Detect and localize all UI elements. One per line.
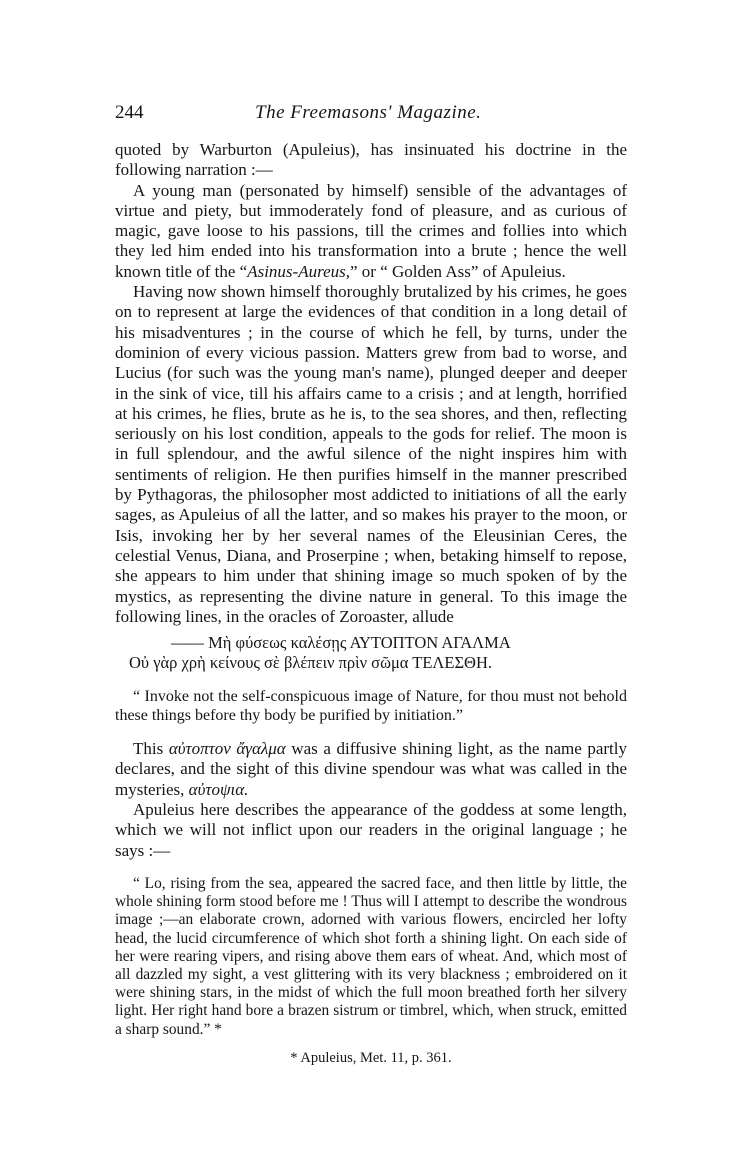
- paragraph-lucius: Having now shown himself thoroughly brutalized by his crimes, he goes on to represent at large the evidences of that condition in a long detail of his misadventures ; in the course of which he fell, by turns, under the dominion of every vicious passion. Matters grew from bad to worse, and Lucius (for such was the young man's name), plunged deeper and deeper in the sink of vice, till his affairs came to a crisis ; and at length, horrified at his crimes, he flies, brute as he is, to the sea shores, and then, reflecting seriously on his lost condition, appeals to the gods for relief. The moon is in full splendour, and the awful silence of the night inspires him with sentiments of religion. He then purifies himself in the manner prescribed by Pythagoras, the philosopher most addicted to initiations of all the early sages, as Apuleius of all the latter, and so makes his prayer to the moon, or Isis, invoking her by her several names of the Eleusinian Ceres, the celestial Venus, Diana, and Proserpine ; when, betaking himself to repose, she appears to him under that shining image so much spoken of by the mystics, as representing the divine nature in general. To this image the following lines, in the oracles of Zoroaster, allude: [115, 282, 627, 626]
- paragraph-text: This: [133, 739, 169, 759]
- verse-line-1: —— Μὴ φύσεως καλέσῃς ΑΥΤΟΠΤΟΝ ΑΓΑΛΜΑ: [171, 633, 511, 653]
- running-title: The Freemasons' Magazine.: [255, 102, 482, 123]
- paragraph-text: A young man (personated by himself) sensible of the advantages of virtue and piety, but immoderately fond of pleasure, and as curious of magic, gave loose to his passions, till the crimes and follies into which they led him ended into his transformation into a brute ; hence the well known title of the “: [115, 180, 627, 281]
- greek-word: αὐτοψια.: [188, 779, 249, 799]
- paragraph-autopton: [115, 739, 627, 800]
- block-quote: “ Lo, rising from the sea, appeared the sacred face, and then little by little, the whole shining form stood before me ! Thus will I attempt to describe the wondrous image ;—an elaborate crown, adorned with various flowers, encircled her lofty head, the lucid circumference of which shot forth a shining light. On each side of her were rearing vipers, and rising above them ears of wheat. And, which most of all dazzled my sight, a vest glittering with its very blackness ; embroidered on it were shining stars, in the midst of which the full moon breathed forth her silvery light. Her right hand bore a brazen sistrum or timbrel, which, when struck, emitted a sharp sound.” *: [115, 874, 627, 1038]
- book-title: Asinus-Aureus,: [247, 261, 350, 281]
- paragraph-text: was a diffusive shining light, as the name partly declares, and the sight of this divine spendour was what was called in the mysteries,: [115, 739, 627, 799]
- footnote: * Apuleius, Met. 11, p. 361.: [290, 1049, 452, 1066]
- verse-translation: “ Invoke not the self-conspicuous image of Nature, for thou must not behold these things before thy body be purified by initiation.”: [115, 688, 627, 725]
- paragraph-continued: quoted by Warburton (Apuleius), has insinuated his doctrine in the following narration :—: [115, 140, 627, 180]
- greek-phrase: αὐτοπτον ἄγαλμα: [168, 739, 286, 759]
- greek-verse: [115, 633, 627, 673]
- page-header: [115, 102, 635, 128]
- paragraph-young-man: [115, 181, 627, 282]
- paragraph-apuleius-describes: Apuleius here describes the appearance of the goddess at some length, which we will not inflict upon our readers in the original language ; he says :—: [115, 800, 627, 860]
- paragraph-text: ” or “ Golden Ass” of Apuleius.: [349, 261, 566, 281]
- verse-line-2: Οὐ γὰρ χρὴ κείνους σὲ βλέπειν πρὶν σῶμα ΤΕΛΕΣΘΗ.: [129, 653, 493, 673]
- article-body: [115, 140, 627, 1067]
- page-number: 244: [115, 102, 144, 123]
